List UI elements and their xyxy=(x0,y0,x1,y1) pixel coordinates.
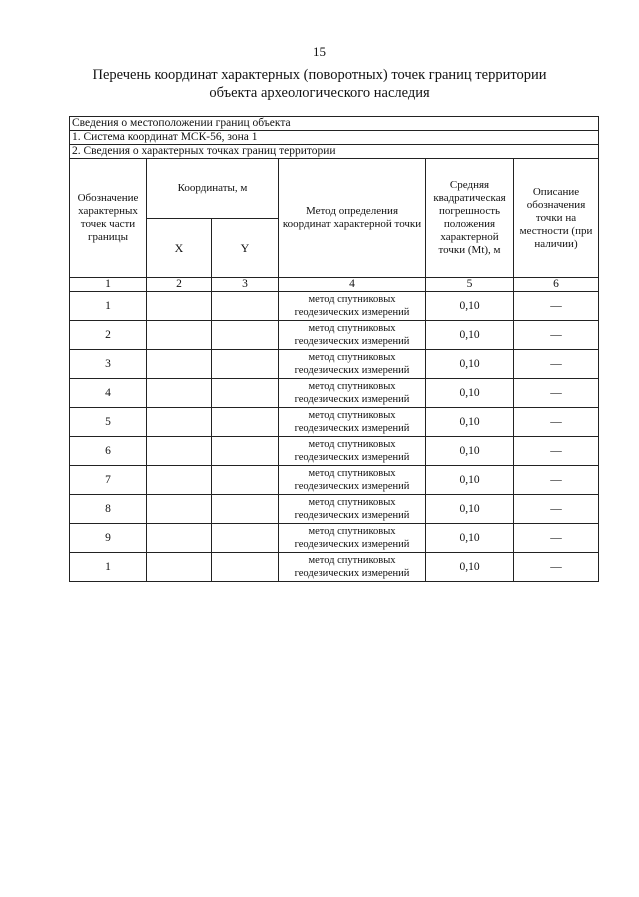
method-cell: метод спутниковых геодезических измерений xyxy=(279,495,426,524)
method-cell: метод спутниковых геодезических измерений xyxy=(279,379,426,408)
table-row xyxy=(70,524,599,553)
table-row xyxy=(70,495,599,524)
table-row xyxy=(70,466,599,495)
column-number: 1 xyxy=(70,278,147,292)
description-cell: — xyxy=(514,466,599,495)
section-coordinate-system: 1. Система координат МСК-56, зона 1 xyxy=(70,131,599,145)
method-cell: метод спутниковых геодезических измерений xyxy=(279,350,426,379)
error-cell: 0,10 xyxy=(426,292,514,321)
method-cell: метод спутниковых геодезических измерений xyxy=(279,292,426,321)
coord-y xyxy=(212,437,279,466)
coord-x xyxy=(147,495,212,524)
title-line-2: объекта археологического наследия xyxy=(209,85,430,101)
coord-y xyxy=(212,408,279,437)
point-number: 1 xyxy=(70,553,147,582)
point-number: 2 xyxy=(70,321,147,350)
error-cell: 0,10 xyxy=(426,437,514,466)
coord-x xyxy=(147,553,212,582)
coord-x xyxy=(147,466,212,495)
method-cell: метод спутниковых геодезических измерений xyxy=(279,553,426,582)
coord-y xyxy=(212,495,279,524)
title-line-1: Перечень координат характерных (поворотных) точек границ территории xyxy=(92,67,547,83)
point-number: 3 xyxy=(70,350,147,379)
description-cell: — xyxy=(514,321,599,350)
coord-y xyxy=(212,292,279,321)
method-cell: метод спутниковых геодезических измерений xyxy=(279,321,426,350)
section-points-info: 2. Сведения о характерных точках границ территории xyxy=(70,145,599,159)
point-number: 4 xyxy=(70,379,147,408)
table-row xyxy=(70,350,599,379)
coord-y xyxy=(212,379,279,408)
table-row xyxy=(70,292,599,321)
description-cell: — xyxy=(514,379,599,408)
coord-y xyxy=(212,321,279,350)
point-number: 5 xyxy=(70,408,147,437)
header-coordinates: Координаты, м xyxy=(147,159,279,219)
coord-y xyxy=(212,466,279,495)
point-number: 1 xyxy=(70,292,147,321)
description-cell: — xyxy=(514,524,599,553)
coord-x xyxy=(147,321,212,350)
coord-x xyxy=(147,350,212,379)
coordinates-table xyxy=(69,116,599,582)
coord-x xyxy=(147,408,212,437)
point-number: 7 xyxy=(70,466,147,495)
method-cell: метод спутниковых геодезических измерений xyxy=(279,524,426,553)
method-cell: метод спутниковых геодезических измерений xyxy=(279,466,426,495)
description-cell: — xyxy=(514,350,599,379)
header-y: Y xyxy=(212,219,279,278)
document-title xyxy=(60,66,579,102)
header-description: Описание обозначения точки на местности (при наличии) xyxy=(514,159,599,278)
error-cell: 0,10 xyxy=(426,321,514,350)
header-method: Метод определения координат характерной точки xyxy=(279,159,426,278)
column-numbers-row xyxy=(70,278,599,292)
coord-y xyxy=(212,553,279,582)
error-cell: 0,10 xyxy=(426,379,514,408)
coord-x xyxy=(147,524,212,553)
section-location-header: Сведения о местоположении границ объекта xyxy=(70,117,599,131)
coord-x xyxy=(147,437,212,466)
description-cell: — xyxy=(514,408,599,437)
page-number: 15 xyxy=(313,44,326,59)
coord-y xyxy=(212,524,279,553)
description-cell: — xyxy=(514,553,599,582)
table-row xyxy=(70,379,599,408)
coord-x xyxy=(147,292,212,321)
method-cell: метод спутниковых геодезических измерений xyxy=(279,408,426,437)
point-number: 9 xyxy=(70,524,147,553)
column-number: 3 xyxy=(212,278,279,292)
table-row xyxy=(70,321,599,350)
column-number: 6 xyxy=(514,278,599,292)
point-number: 6 xyxy=(70,437,147,466)
column-number: 2 xyxy=(147,278,212,292)
table-body xyxy=(70,117,599,582)
header-mean-error: Средняя квадратическая погрешность положения характерной точки (Mt), м xyxy=(426,159,514,278)
point-number: 8 xyxy=(70,495,147,524)
error-cell: 0,10 xyxy=(426,495,514,524)
table-row xyxy=(70,437,599,466)
error-cell: 0,10 xyxy=(426,553,514,582)
error-cell: 0,10 xyxy=(426,466,514,495)
error-cell: 0,10 xyxy=(426,408,514,437)
description-cell: — xyxy=(514,292,599,321)
error-cell: 0,10 xyxy=(426,350,514,379)
description-cell: — xyxy=(514,495,599,524)
error-cell: 0,10 xyxy=(426,524,514,553)
column-number: 4 xyxy=(279,278,426,292)
header-point-designation: Обозначение характерных точек части границы xyxy=(70,159,147,278)
table-row xyxy=(70,553,599,582)
header-x: X xyxy=(147,219,212,278)
coord-y xyxy=(212,350,279,379)
method-cell: метод спутниковых геодезических измерений xyxy=(279,437,426,466)
coord-x xyxy=(147,379,212,408)
description-cell: — xyxy=(514,437,599,466)
column-number: 5 xyxy=(426,278,514,292)
table-row xyxy=(70,408,599,437)
